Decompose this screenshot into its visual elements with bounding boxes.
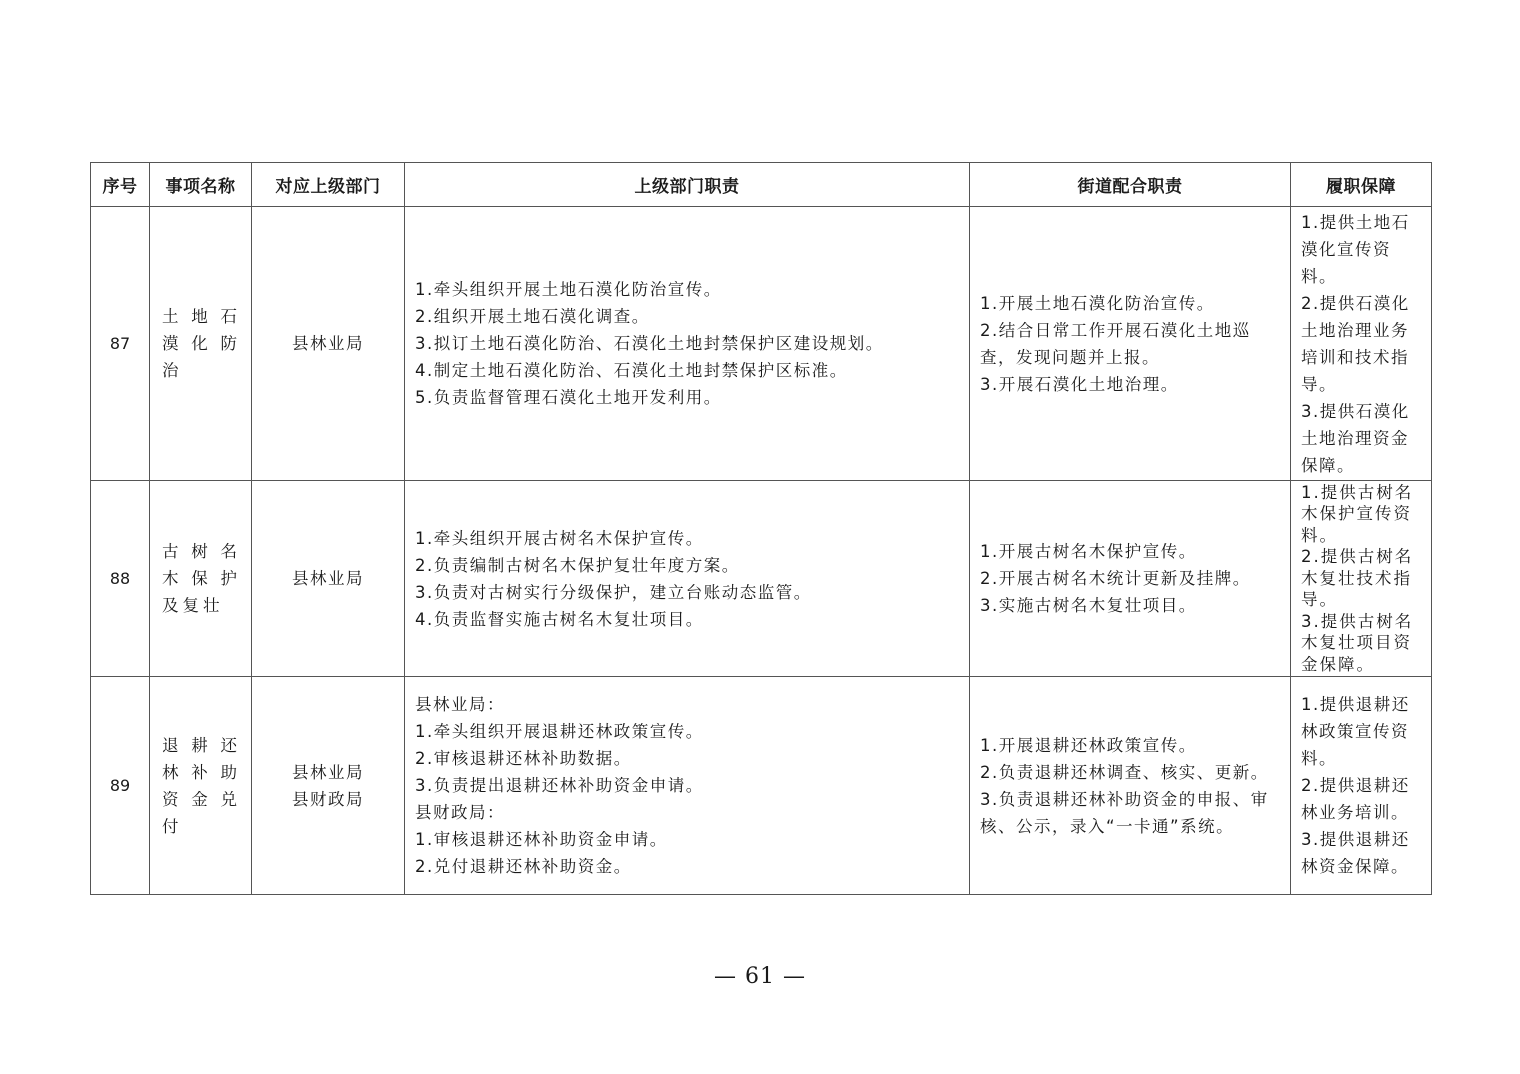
header-item-name: 事项名称: [150, 163, 252, 207]
header-seq: 序号: [91, 163, 150, 207]
row-item-name: [150, 677, 252, 895]
row-superior-dept: [252, 481, 405, 677]
street-duty-line: 2.负责退耕还林调查、核实、更新。: [980, 762, 1269, 782]
guarantee-line: 1.提供退耕还林政策宣传资料。: [1301, 695, 1410, 768]
row-item-name: [150, 481, 252, 677]
item-name-text: 土地石漠化防治: [162, 307, 241, 380]
row-superior-duties: [405, 677, 970, 895]
duty-line: 2.组织开展土地石漠化调查。: [415, 307, 650, 326]
row-superior-dept: [252, 677, 405, 895]
duty-line: 县林业局：: [415, 695, 505, 714]
guarantee-line: 2.提供退耕还林业务培训。: [1301, 776, 1410, 822]
street-duty-line: 1.开展古树名木保护宣传。: [980, 542, 1197, 561]
table-row: [91, 677, 1432, 895]
responsibility-table: [90, 162, 1432, 895]
duty-line: 5.负责监督管理石漠化土地开发利用。: [415, 388, 722, 407]
guarantee-line: 1.提供古树名木保护宣传资料。: [1301, 482, 1414, 545]
street-duty-line: 3.开展石漠化土地治理。: [980, 374, 1179, 394]
row-guarantee: [1291, 207, 1432, 481]
row-guarantee: [1291, 481, 1432, 677]
row-seq: 88: [91, 481, 150, 677]
row-street-duties: [970, 481, 1291, 677]
street-duty-line: 2.开展古树名木统计更新及挂牌。: [980, 569, 1251, 588]
street-duty-line: 2.结合日常工作开展石漠化土地巡查，发现问题并上报。: [980, 320, 1251, 367]
guarantee-line: 3.提供退耕还林资金保障。: [1301, 830, 1410, 876]
duty-line: 2.兑付退耕还林补助资金。: [415, 857, 632, 876]
street-duty-line: 1.开展土地石漠化防治宣传。: [980, 293, 1215, 313]
row-guarantee: [1291, 677, 1432, 895]
dept-line: 县林业局: [292, 569, 364, 588]
guarantee-line: 2.提供石漠化土地治理业务培训和技术指导。: [1301, 293, 1410, 394]
table-row: [91, 481, 1432, 677]
duty-line: 县财政局：: [415, 803, 505, 822]
header-superior-duties: 上级部门职责: [405, 163, 970, 207]
table-header-row: [91, 163, 1432, 207]
header-guarantee: 履职保障: [1291, 163, 1432, 207]
header-street-duties: 街道配合职责: [970, 163, 1291, 207]
duty-line: 1.审核退耕还林补助资金申请。: [415, 830, 668, 849]
row-superior-duties: [405, 481, 970, 677]
row-seq: 89: [91, 677, 150, 895]
item-name-text: 退耕还林补助资金兑付: [162, 735, 241, 836]
row-street-duties: [970, 207, 1291, 481]
duty-line: 2.审核退耕还林补助数据。: [415, 749, 632, 768]
duty-line: 4.负责监督实施古树名木复壮项目。: [415, 609, 704, 629]
dept-line: 县财政局: [292, 789, 364, 809]
item-name-text: 古树名木保护及复壮: [162, 542, 241, 615]
duty-line: 3.拟订土地石漠化防治、石漠化土地封禁保护区建设规划。: [415, 334, 884, 353]
guarantee-line: 1.提供土地石漠化宣传资料。: [1301, 212, 1410, 286]
street-duty-line: 1.开展退耕还林政策宣传。: [980, 735, 1197, 755]
guarantee-line: 3.提供古树名木复壮项目资金保障。: [1301, 611, 1414, 674]
street-duty-line: 3.负责退耕还林补助资金的申报、审核、公示，录入“一卡通”系统。: [980, 789, 1269, 836]
dept-line: 县林业局: [292, 762, 364, 782]
header-superior-dept: 对应上级部门: [252, 163, 405, 207]
guarantee-line: 2.提供古树名木复壮技术指导。: [1301, 547, 1414, 610]
duty-line: 1.牵头组织开展退耕还林政策宣传。: [415, 722, 704, 741]
row-item-name: [150, 207, 252, 481]
row-superior-dept: [252, 207, 405, 481]
street-duty-line: 3.实施古树名木复壮项目。: [980, 596, 1197, 615]
duty-line: 4.制定土地石漠化防治、石漠化土地封禁保护区标准。: [415, 361, 848, 380]
dept-line: 县林业局: [292, 334, 364, 353]
duty-line: 1.牵头组织开展古树名木保护宣传。: [415, 528, 704, 548]
duty-line: 1.牵头组织开展土地石漠化防治宣传。: [415, 280, 722, 299]
row-seq: 87: [91, 207, 150, 481]
page-number: — 61 —: [714, 964, 806, 989]
duty-line: 3.负责对古树实行分级保护，建立台账动态监管。: [415, 582, 812, 602]
table-row: [91, 207, 1432, 481]
row-street-duties: [970, 677, 1291, 895]
row-superior-duties: [405, 207, 970, 481]
duty-line: 2.负责编制古树名木保护复壮年度方案。: [415, 555, 740, 575]
guarantee-line: 3.提供石漠化土地治理资金保障。: [1301, 401, 1410, 475]
duty-line: 3.负责提出退耕还林补助资金申请。: [415, 776, 704, 795]
